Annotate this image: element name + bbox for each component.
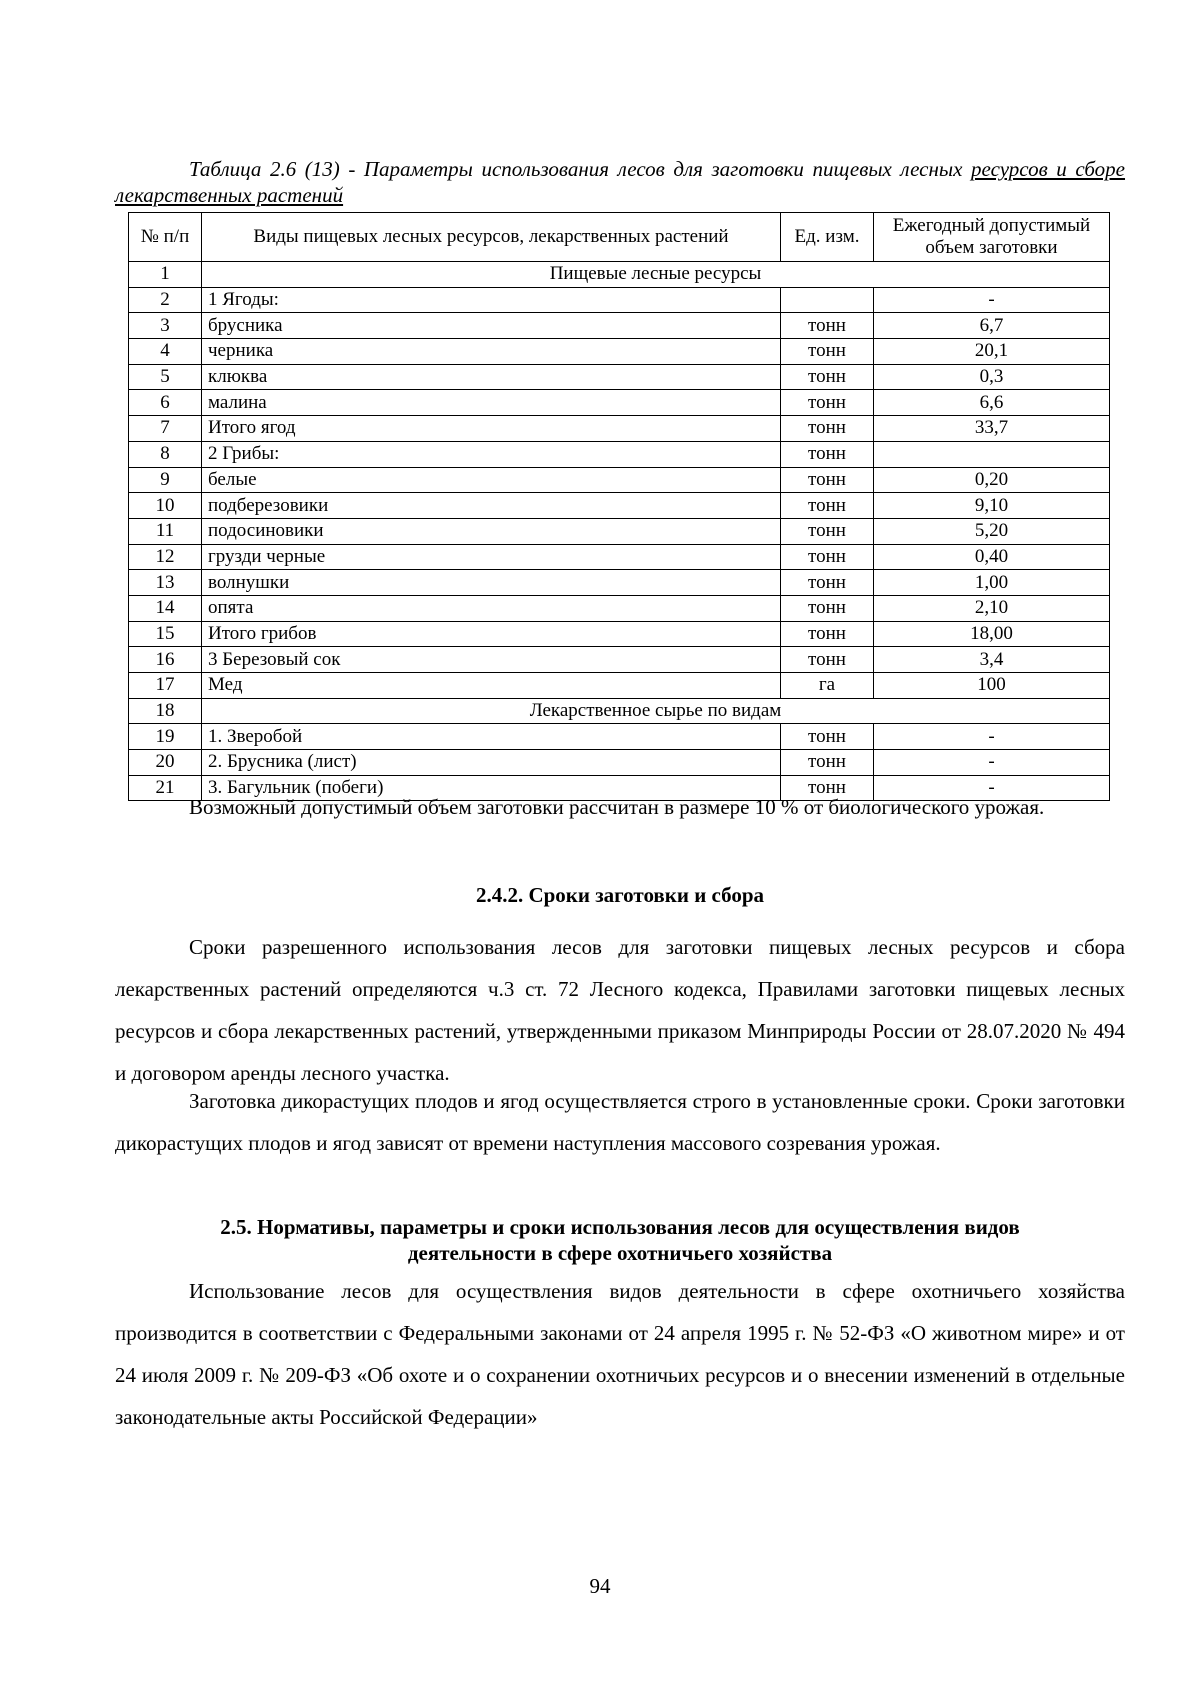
- table-row: [129, 595, 1110, 621]
- row-num-cell: 14: [129, 595, 202, 621]
- header-unit: Ед. изм.: [781, 213, 874, 262]
- row-num-cell: 19: [129, 724, 202, 750]
- row-num-cell: 2: [129, 287, 202, 313]
- table-row: [129, 621, 1110, 647]
- row-num-cell: 15: [129, 621, 202, 647]
- row-unit-cell: тонн: [781, 441, 874, 467]
- table-caption-line2: ресурсов и сборе лекарственных растений: [115, 157, 1126, 207]
- row-num-cell: 16: [129, 647, 202, 673]
- row-name-cell: 3. Багульник (побеги): [202, 775, 781, 801]
- row-volume-cell: 33,7: [874, 416, 1110, 442]
- row-volume-cell: -: [874, 724, 1110, 750]
- row-volume-cell: 1,00: [874, 570, 1110, 596]
- row-name-cell: 3 Березовый сок: [202, 647, 781, 673]
- table-row: [129, 518, 1110, 544]
- row-name-cell: опята: [202, 595, 781, 621]
- row-name-cell: Итого ягод: [202, 416, 781, 442]
- row-unit-cell: тонн: [781, 493, 874, 519]
- row-volume-cell: 0,20: [874, 467, 1110, 493]
- row-num-cell: 1: [129, 262, 202, 288]
- row-name-cell: 2. Брусника (лист): [202, 750, 781, 776]
- row-volume-cell: 100: [874, 673, 1110, 699]
- row-name-cell: белые: [202, 467, 781, 493]
- row-name-cell: подосиновики: [202, 518, 781, 544]
- row-unit-cell: тонн: [781, 313, 874, 339]
- row-volume-cell: 3,4: [874, 647, 1110, 673]
- row-unit-cell: тонн: [781, 621, 874, 647]
- row-volume-cell: 5,20: [874, 518, 1110, 544]
- section-242-paragraph-1: Сроки разрешенного использования лесов для заготовки пищевых лесных ресурсов и сбора лекарственных растений определяются ч.3 ст. 72 Лесного кодекса, Правилами заготовки пищевых лесных ресурсов и сбора лекарственных растений, утвержденными приказом Минприроды России от 28.07.2020 № 494 и договором аренды лесного участка.: [115, 935, 1125, 1085]
- row-name-cell: 1. Зверобой: [202, 724, 781, 750]
- table-row: [129, 673, 1110, 699]
- section-25-heading-line1: 2.5. Нормативы, параметры и сроки использования лесов для осуществления видов: [220, 1215, 1020, 1239]
- header-num: № п/п: [129, 213, 202, 262]
- row-num-cell: 8: [129, 441, 202, 467]
- section-25-paragraph-1: Использование лесов для осуществления видов деятельности в сфере охотничьего хозяйства производится в соответствии с Федеральными законами от 24 апреля 1995 г. № 52-ФЗ «О животном мире» и от 24 июля 2009 г. № 209-ФЗ «Об охоте и о сохранении охотничьих ресурсов и о внесении изменений в отдельные законодательные акты Российской Федерации»: [115, 1279, 1125, 1429]
- row-name-cell: клюква: [202, 364, 781, 390]
- table-row: [129, 441, 1110, 467]
- header-name: Виды пищевых лесных ресурсов, лекарственных растений: [202, 213, 781, 262]
- section-242-heading: 2.4.2. Сроки заготовки и сбора: [475, 883, 765, 907]
- row-num-cell: 18: [129, 698, 202, 724]
- row-name-cell: Итого грибов: [202, 621, 781, 647]
- table-row: [129, 750, 1110, 776]
- row-volume-cell: -: [874, 287, 1110, 313]
- row-name-cell: 1 Ягоды:: [202, 287, 781, 313]
- table-row: [129, 698, 1110, 724]
- table-row: [129, 493, 1110, 519]
- table-row: [129, 390, 1110, 416]
- section-25-heading: [115, 1214, 1125, 1266]
- table-row: [129, 287, 1110, 313]
- table-caption-line1: Таблица 2.6 (13) - Параметры использования лесов для заготовки пищевых лесных: [189, 157, 963, 181]
- row-unit-cell: тонн: [781, 724, 874, 750]
- row-name-cell: грузди черные: [202, 544, 781, 570]
- table-row: [129, 467, 1110, 493]
- section-25-heading-line2: деятельности в сфере охотничьего хозяйства: [407, 1241, 833, 1265]
- row-unit-cell: тонн: [781, 339, 874, 365]
- row-name-cell: малина: [202, 390, 781, 416]
- table-row: [129, 364, 1110, 390]
- header-volume: Ежегодный допустимый объем заготовки: [874, 213, 1110, 262]
- table-row: [129, 416, 1110, 442]
- row-volume-cell: 6,6: [874, 390, 1110, 416]
- row-unit-cell: тонн: [781, 364, 874, 390]
- row-unit-cell: тонн: [781, 416, 874, 442]
- row-unit-cell: тонн: [781, 518, 874, 544]
- row-name-cell: подберезовики: [202, 493, 781, 519]
- row-unit-cell: тонн: [781, 544, 874, 570]
- row-volume-cell: 0,3: [874, 364, 1110, 390]
- table-row: [129, 647, 1110, 673]
- page-number: 94: [589, 1574, 611, 1598]
- row-unit-cell: тонн: [781, 775, 874, 801]
- row-section-cell: Лекарственное сырье по видам: [202, 698, 1110, 724]
- row-num-cell: 10: [129, 493, 202, 519]
- row-num-cell: 17: [129, 673, 202, 699]
- row-volume-cell: 18,00: [874, 621, 1110, 647]
- row-name-cell: Мед: [202, 673, 781, 699]
- row-num-cell: 13: [129, 570, 202, 596]
- row-num-cell: 7: [129, 416, 202, 442]
- row-volume-cell: 2,10: [874, 595, 1110, 621]
- row-num-cell: 5: [129, 364, 202, 390]
- row-num-cell: 11: [129, 518, 202, 544]
- table-body: [129, 262, 1110, 801]
- row-volume-cell: 0,40: [874, 544, 1110, 570]
- row-unit-cell: тонн: [781, 750, 874, 776]
- row-unit-cell: [781, 287, 874, 313]
- row-num-cell: 6: [129, 390, 202, 416]
- row-name-cell: волнушки: [202, 570, 781, 596]
- resources-table: [128, 212, 1110, 801]
- table-header-row: [129, 213, 1110, 262]
- row-num-cell: 3: [129, 313, 202, 339]
- row-unit-cell: тонн: [781, 467, 874, 493]
- note-paragraph: Возможный допустимый объем заготовки рассчитан в размере 10 % от биологического урожая.: [189, 795, 1045, 819]
- table-row: [129, 570, 1110, 596]
- row-volume-cell: -: [874, 775, 1110, 801]
- row-num-cell: 21: [129, 775, 202, 801]
- row-unit-cell: тонн: [781, 570, 874, 596]
- row-volume-cell: [874, 441, 1110, 467]
- row-num-cell: 20: [129, 750, 202, 776]
- table-row: [129, 339, 1110, 365]
- row-num-cell: 4: [129, 339, 202, 365]
- row-unit-cell: тонн: [781, 595, 874, 621]
- row-unit-cell: тонн: [781, 390, 874, 416]
- row-unit-cell: га: [781, 673, 874, 699]
- row-volume-cell: 6,7: [874, 313, 1110, 339]
- table-row: [129, 724, 1110, 750]
- row-unit-cell: тонн: [781, 647, 874, 673]
- table-row: [129, 544, 1110, 570]
- table-row: [129, 262, 1110, 288]
- row-name-cell: 2 Грибы:: [202, 441, 781, 467]
- row-name-cell: черника: [202, 339, 781, 365]
- row-section-cell: Пищевые лесные ресурсы: [202, 262, 1110, 288]
- row-volume-cell: 20,1: [874, 339, 1110, 365]
- row-volume-cell: -: [874, 750, 1110, 776]
- table-caption: [115, 156, 1125, 208]
- row-volume-cell: 9,10: [874, 493, 1110, 519]
- row-num-cell: 12: [129, 544, 202, 570]
- table-row: [129, 313, 1110, 339]
- row-name-cell: брусника: [202, 313, 781, 339]
- section-242-paragraph-2: Заготовка дикорастущих плодов и ягод осуществляется строго в установленные сроки. Сроки заготовки дикорастущих плодов и ягод зависят от времени наступления массового созревания урожая.: [115, 1089, 1125, 1155]
- row-num-cell: 9: [129, 467, 202, 493]
